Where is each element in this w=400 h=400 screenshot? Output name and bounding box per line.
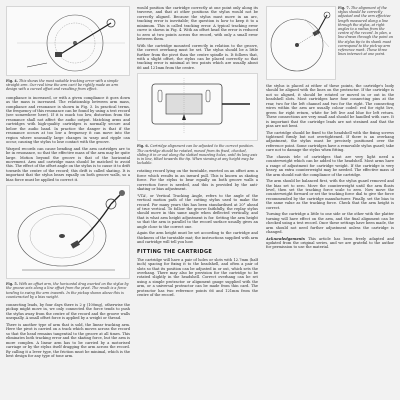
figure-5-text: With an offset arm, the horizontal drag exerted on the stylus by the groove acts along a line offset from the pivot. The result is a force tending to swing the arm inwards. In the pickup shown above this is counteracted by a bias weight. <box>6 282 129 299</box>
col2-para-6: The cartridge will have a pair of holes or slots with 12.7mm (half inch) spacing for fixing it to the headshell, and often a pair of slots so that its position can be adjusted in or out, which sets the overhang. There may also be provision for the cartridge to be rotated slightly in the headshell. Correct overhang can be set using a simple protractor or alignment gauge supplied with the arm, or a universal protractor can be made from thin card. The protractor has two reference points 66 and 121mm from the centre of the record. <box>137 257 258 298</box>
col3-para-2: The cartridge should be fixed to the headshell with the fixing screws tightened firmly but not overtightened. If there is an overhang adjustment, the stylus must be precisely positioned over the reference point. Some cartridges have a removable stylus guard; take care not to damage the stylus when fitting. <box>266 130 394 153</box>
figure-6 <box>137 73 258 141</box>
headshell <box>71 240 80 248</box>
col1-para-1: compliance is increased, or with a given compliance it goes down as the mass is increased. The relationship between arm mass, compliance and resonance is shown in Fig. 3. In practical terms, the frequency of this resonance can be found by using a test record (see somewhere here). If it is much too low, distortion from the resonance shall not affect the audio output. Matching arms and cartridges with high-quality cartridges is normally secure and below the audio band. In practice the danger is that if the resonance occurs at too low a frequency it can move into the region where unusually large changes in warp and ripple can occur, causing the stylus to lose contact with the groove. <box>6 95 130 145</box>
headshell <box>55 52 62 57</box>
figure-4-label: Fig. 4. <box>6 79 18 83</box>
col2-para-3: rotating record lying on the turntable, exerted on an offset arm a force which results in an inward pull. This is known as skating force. For the stylus to bear equally on both groove walls a correction force is needed, and this is provided by the anti-skating or bias adjustment. <box>137 169 258 192</box>
col1-para-2: Warped records can cause bending and the arm cartridges are to be in resonance, so that the effective mass of the arm may be quite large. Motion beyond the groove is that of the horizontal movement. Arm and cartridge mass should be matched to avoid this. The effect of the offset angle on the stylus is to cause it to drift towards the centre of the record; this drift is called skating. It is important that the stylus bears equally on both groove walls, so a bias force must be applied to correct it. <box>6 146 130 182</box>
figure-4-caption <box>6 79 130 92</box>
figure-5-label: Fig. 5. <box>6 282 18 287</box>
mounting-slot-right <box>206 90 210 102</box>
figure-4-diagram <box>7 7 129 75</box>
figure-7-caption <box>338 6 394 76</box>
col3-para-5: Turning the cartridge a little to one side or the other with the platter turning will have effect on the arm, and the final alignment can be checked using a test record. Once these settings have been made, the arm should not need further adjustment unless the cartridge is changed. <box>266 212 394 235</box>
ack-label: Acknowledgements <box>266 236 305 241</box>
column-3 <box>266 6 394 252</box>
acknowledgements <box>266 237 394 250</box>
arrow-line <box>27 63 47 67</box>
col2-para-1: would position the cartridge correctly at one point only along its traverse, and that at other positions the stylus would not be correctly aligned. Because the stylus must move in an arc, tracking error is inevitable; the question is how to keep it to a minimum. This is called tracking error. A typical tracking error curve is shown in Fig. 4. With an offset head the error is reduced to zero at two points across the record, with only a small error between them. <box>137 6 258 42</box>
col3-para-1: the stylus is placed at either of these points, the cartridge's body should be aligned with the lines on the protractor. If the cartridge is not so aligned, it should be rotated or moved in or out in the headshell slots. Most cartridges have four connecting pins at the rear, two for the left channel and two for the right. The connecting wires within the arm are usually colour coded: red for right live, green for right return, white for left live and blue for left return. These connections are very small and should be handled with care. It is important that the cartridge leads are not strained and that the pins are not bent. <box>266 84 394 129</box>
figure-7-block <box>266 6 394 80</box>
figure-7 <box>266 6 336 80</box>
figure-6-text: Cartridge alignment can be adjusted to the correct position. The cartridge should be rotated, moved from its fixed, checked, sliding it in or out along the slotted mounting holes, until its long axis is in line, tilted towards the tip. When viewing at any height may be lockable. <box>137 144 258 166</box>
tone-arm <box>59 23 111 55</box>
figure-7-label: Fig. 7. <box>338 6 350 10</box>
headshell <box>312 29 320 36</box>
section-heading: FITTING THE CARTRIDGE <box>137 248 213 255</box>
col2-para-2: With the cartridge mounted correctly in relation to the groove, the correct overhang must be set. The stylus should be a little further from the pivot than the centre spindle is. It follows that, with a slight offset, the stylus can be placed correctly so that tracking error is minimal at two points which are usually about 66 and 121mm from the centre. <box>137 43 258 70</box>
column-2 <box>137 6 258 300</box>
mounting-slot-left <box>158 90 162 102</box>
figure-7-text: The alignment of the stylus should be correctly adjusted and the arm effective length measured along a line through the stylus, at right angles to a radius from the centre of the record. In plan, a line drawn through the point on the stylus tip to its shank must correspond to the pick-up arm reference mark. These three lines intersect at one point. <box>338 6 394 57</box>
col3-para-4: The arm should be balanced first, with the stylus guard removed and the bias set to zero. Move the counterweight until the arm floats level, then set the tracking force scale to zero. Now move the counterweight forward or set the tracking force dial to give the force recommended by the cartridge manufacturer. Finally, set the bias to the same value as the tracking force. Check that the arm height is correct. <box>266 179 394 210</box>
figure-5-caption <box>6 282 130 299</box>
figure-4 <box>6 6 130 76</box>
counterweight <box>119 190 125 196</box>
spindle <box>59 234 65 238</box>
col3-para-3: The chassis tele of cartridges that are very light need a counterweight which can be added to the headshell. Most arms have a range of adjustment for cartridge weight. If the cartridge is very heavy, an extra counterweight may be needed. The effective mass of the arm should suit the compliance of the cartridge. <box>266 154 394 177</box>
col1-para-4: There is another type of arm that is sold, the linear tracking arm. Here the pivot is carried on a track which moves across the record so that the head remains tangential to the groove at all times. This eliminates both tracking error and the skating force, but the arm is more complex. A linear arm has to be carried by a motorised carriage or by the stylus itself dragging the arm across the record. By calling it a lever type, the friction must be minimal, which is the best design for any type of tone arm. <box>6 322 130 359</box>
ack-text: This article has been freely adapted and updated from the original series, and we are grateful to the author for permission to use the material. <box>266 236 394 250</box>
figure-5 <box>6 185 130 279</box>
figure-5-diagram <box>7 186 129 278</box>
figure-7-diagram <box>267 7 333 79</box>
figure-6-caption <box>137 144 258 165</box>
col2-para-5: Again the arm height must be set according to the cartridge and thickness of the turntable mat; the instructions supplied with arm and cartridge will tell you how. <box>137 231 258 245</box>
column-1 <box>6 6 130 360</box>
figure-6-label: Fig. 6. <box>137 144 149 149</box>
col1-para-3: connecting leads, by four days there is 2 g (100mg), otherwise the pickup might move in, we only connected the force tends to push the stylus away from the centre of the record and the groove walls unequally. A small offset force is applied by a weight or thread. <box>6 303 130 321</box>
tangent-line <box>305 19 329 47</box>
col2-para-4: 'VTA', or Vertical Tracking Angle, refers to the angle of the vertical motion path of the cutting stylus used to make the record. For many years this has been standardised at 20° ahead of true vertical. To follow the groove faithfully, the replay stylus should move in this same angle when deflected vertically, and that is what arm height adjustment is for. Setting the arm height so that the arm is parallel to the record surface usually gives an angle close to the correct one. <box>137 193 258 229</box>
figure-4-text: This shows the most suitable tracking error with a simple straight arm. Our real time the arm can't be rightly made an arm design with a curved offset and resulting from effect. <box>6 79 119 92</box>
figure-6-diagram <box>138 74 257 140</box>
